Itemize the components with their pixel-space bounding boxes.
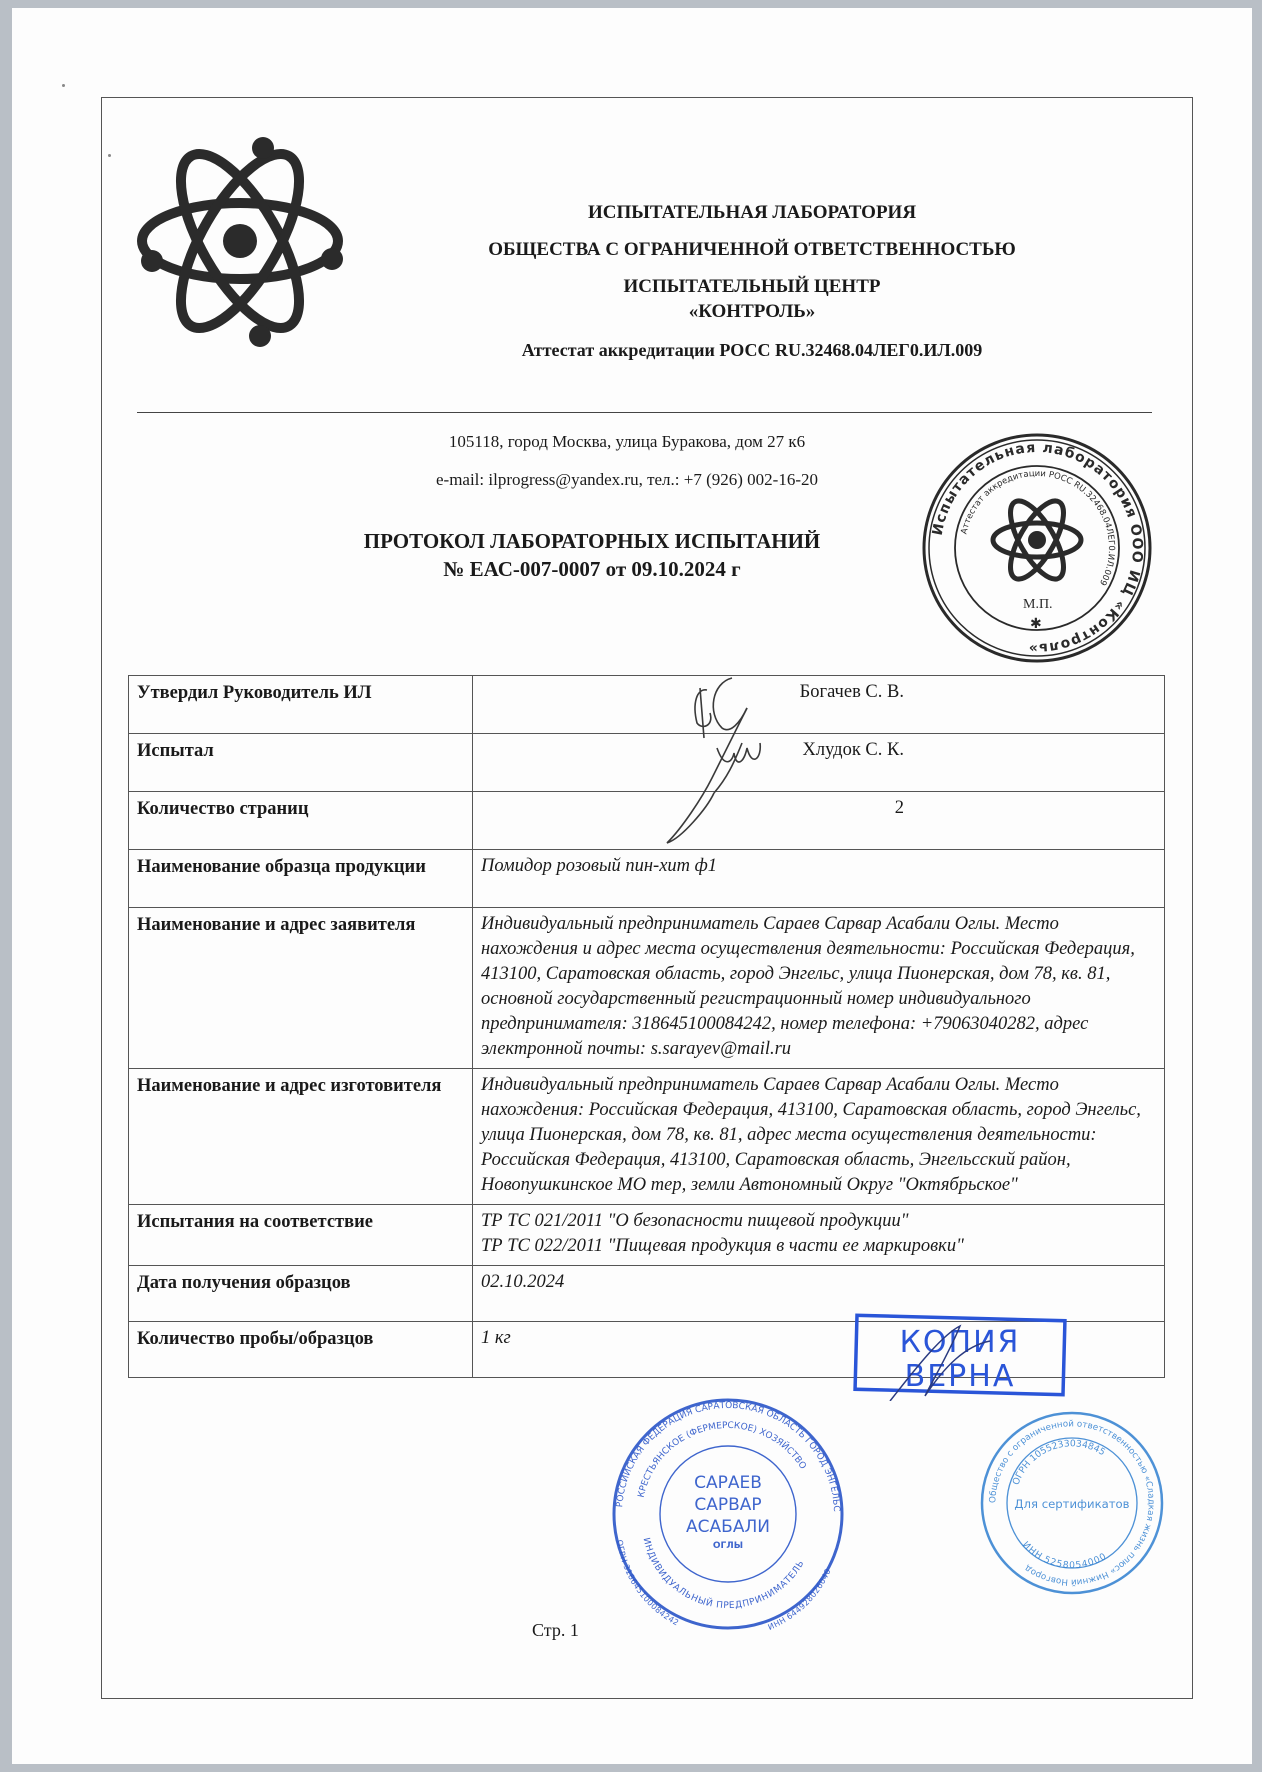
copy-verified-stamp	[850, 1306, 1075, 1401]
copy-stamp-line1: КОПИЯ	[899, 1325, 1021, 1360]
row-label: Наименование и адрес заявителя	[129, 908, 473, 1069]
row-value: Индивидуальный предприниматель Сараев Сарвар Асабали Оглы. Место нахождения: Российская Федерация, 413100, Саратовская область, город Энгельс, улица Пионерская, дом 78, кв. 81, адрес места осуществления деятельности: Российская Федерация, 413100, Саратовская область, Энгельсский район, Новопушкинское МО тер, земли Автономный Округ "Октябрьское"	[473, 1069, 1165, 1205]
row-label: Количество пробы/образцов	[129, 1322, 473, 1378]
row-value: Индивидуальный предприниматель Сараев Сарвар Асабали Оглы. Место нахождения и адрес места осуществления деятельности: Российская Федерация, 413100, Саратовская область, город Энгельс, улица Пионерская, дом 78, кв. 81, основной государственный регистрационный номер индивидуального предпринимателя: 318645100084242, номер телефона: +79063040282, адрес электронной почты: s.sarayev@mail.ru	[473, 908, 1165, 1069]
row-label: Наименование и адрес изготовителя	[129, 1069, 473, 1205]
protocol-title: ПРОТОКОЛ ЛАБОРАТОРНЫХ ИСПЫТАНИЙ	[363, 529, 821, 553]
protocol-number: № ЕАС-007-0007 от 09.10.2024 г	[443, 557, 741, 581]
farm-stamp-ogrn: ОГРН 318645100084242	[614, 1539, 681, 1628]
farm-stamp-name4: ОГЛЫ	[712, 1541, 744, 1551]
cert-stamp-inn: ИНН 5258054000	[1019, 1539, 1109, 1572]
row-value	[473, 1205, 1165, 1266]
org-form: ОБЩЕСТВА С ОГРАНИЧЕННОЙ ОТВЕТСТВЕННОСТЬЮ	[488, 239, 1016, 260]
lab-address: 105118, город Москва, улица Буракова, дом 27 к6	[448, 432, 806, 451]
row-label: Испытал	[129, 734, 473, 792]
row-value: Хлудок С. К.	[473, 734, 1165, 792]
row-label: Наименование образца продукции	[129, 850, 473, 908]
table-row	[129, 792, 1165, 850]
table-row	[129, 908, 1165, 1069]
row-value: 1 кг	[473, 1322, 1165, 1378]
star-icon: ✱	[1030, 616, 1042, 632]
farm-stamp-inn: ИНН 644928026040	[766, 1567, 833, 1630]
row-label: Испытания на соответствие	[129, 1205, 473, 1266]
farm-stamp-outer-text: РОССИЙСКАЯ ФЕДЕРАЦИЯ САРАТОВСКАЯ ОБЛАСТЬ ГОРОД ЭНГЕЛЬС	[615, 1400, 842, 1512]
signature-icon	[652, 668, 822, 848]
lab-contacts: e-mail: ilprogress@yandex.ru, тел.: +7 (926) 002-16-20	[435, 470, 818, 489]
cert-stamp-outer-text: Общество с ограниченной ответственностью «Сладкая жизнь плюс» Нижний Новгород	[988, 1419, 1156, 1587]
farm-seal-stamp	[612, 1398, 844, 1630]
table-row	[129, 850, 1165, 908]
center-brand: «КОНТРОЛЬ»	[688, 301, 816, 322]
row-value: 02.10.2024	[473, 1266, 1165, 1322]
copy-stamp-line2: ВЕРНА	[904, 1359, 1016, 1394]
table-row	[129, 676, 1165, 734]
lab-seal-stamp	[917, 428, 1157, 668]
row-label: Утвердил Руководитель ИЛ	[129, 676, 473, 734]
row-value: Богачев С. В.	[473, 676, 1165, 734]
farm-stamp-name2: САРВАР	[694, 1495, 762, 1515]
stamp-mark: М.П.	[1023, 597, 1053, 612]
cert-stamp-center: Для сертификатов	[1014, 1497, 1130, 1511]
row-label: Количество страниц	[129, 792, 473, 850]
farm-stamp-name1: САРАЕВ	[694, 1473, 762, 1493]
farm-stamp-bottom-text: ИНДИВИДУАЛЬНЫЙ ПРЕДПРИНИМАТЕЛЬ	[640, 1536, 807, 1612]
table-row	[129, 1069, 1165, 1205]
table-row	[129, 1205, 1165, 1266]
lab-stamp-outer-text: Испытательная лаборатория ООО ИЦ «Контроль»	[929, 439, 1146, 657]
atom-logo-icon	[137, 136, 377, 366]
svg-text:ИНН 644928026040	[767, 1568, 833, 1630]
lab-title: ИСПЫТАТЕЛЬНАЯ ЛАБОРАТОРИЯ	[587, 202, 917, 223]
lab-stamp-inner-text: Аттестат аккредитации РОСС RU.32468.04ЛЕГ0.ИЛ.009	[959, 468, 1117, 587]
farm-stamp-inner-text: КРЕСТЬЯНСКОЕ (ФЕРМЕРСКОЕ) ХОЗЯЙСТВО	[636, 1420, 808, 1499]
cert-stamp-ogrn: ОГРН 1055233034845	[1010, 1438, 1108, 1487]
header-divider	[137, 412, 1152, 413]
page-number: Стр. 1	[532, 1620, 579, 1640]
accreditation: Аттестат аккредитации РОСС RU.32468.04ЛЕГ0.ИЛ.009	[521, 340, 983, 360]
certificates-stamp	[972, 1403, 1172, 1603]
scan-speck	[108, 154, 111, 157]
row-value: 2	[473, 792, 1165, 850]
table-row	[129, 734, 1165, 792]
document-page	[12, 8, 1252, 1764]
row-label: Дата получения образцов	[129, 1266, 473, 1322]
scan-speck	[62, 84, 65, 87]
protocol-info-table	[128, 675, 1165, 1378]
row-value: Помидор розовый пин-хит ф1	[473, 850, 1165, 908]
standard-1: ТР ТС 021/2011 "О безопасности пищевой продукции"	[481, 1211, 909, 1231]
center-name: ИСПЫТАТЕЛЬНЫЙ ЦЕНТР	[623, 276, 881, 297]
standard-2: ТР ТС 022/2011 "Пищевая продукция в части ее маркировки"	[481, 1236, 964, 1256]
farm-stamp-name3: АСАБАЛИ	[686, 1517, 770, 1537]
